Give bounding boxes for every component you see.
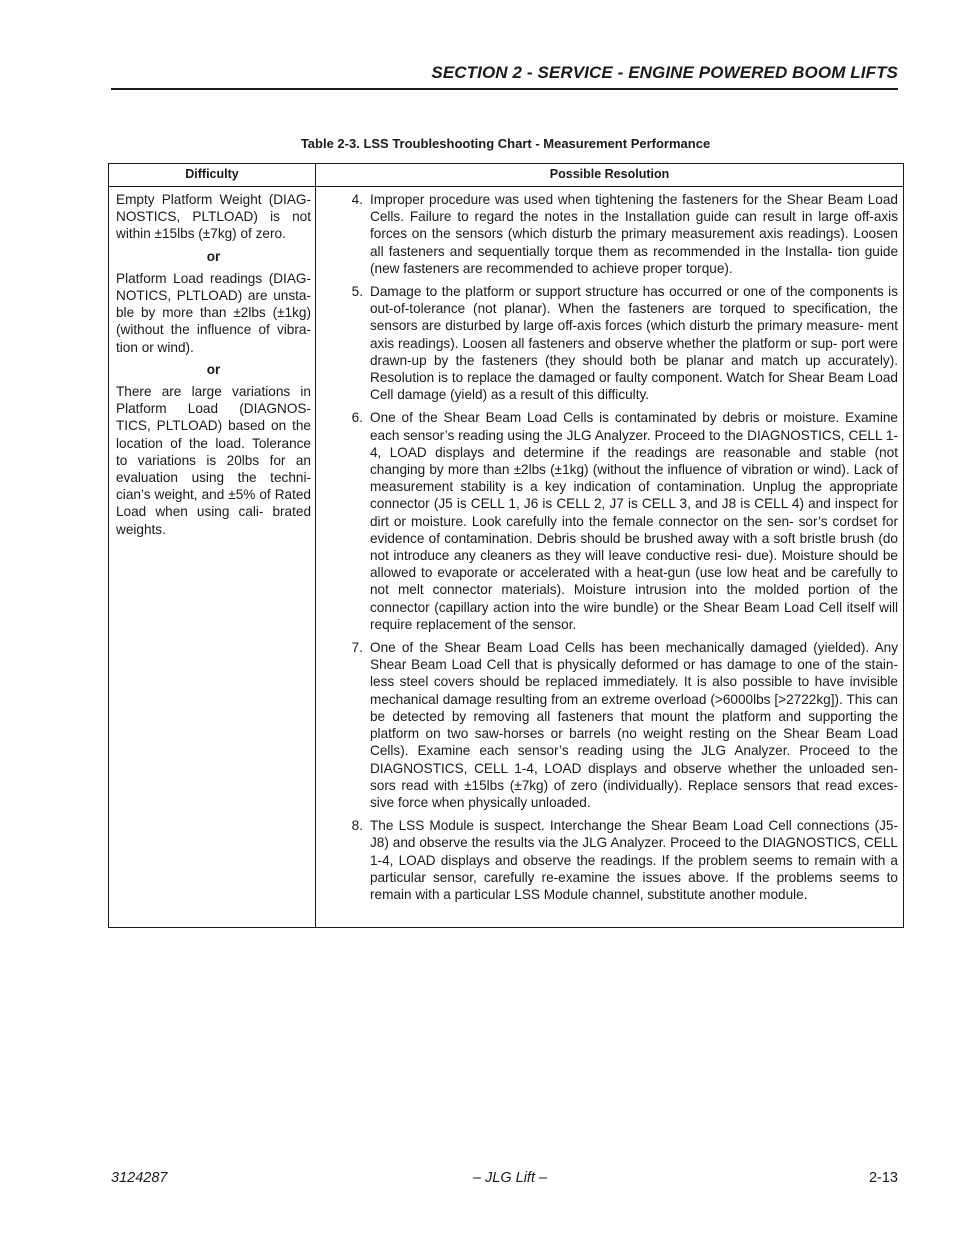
- section-title: SECTION 2 - SERVICE - ENGINE POWERED BOOM LIFTS: [431, 63, 898, 82]
- difficulty-paragraph: There are large variations in Platform Load (DIAGNOS- TICS, PLTLOAD) based on the location of the load. Tolerance to variations is 20lbs for an evaluation using the techni- cian’s weight, and ±5% of Rated Load when using cali- brated weights.: [116, 384, 311, 537]
- difficulty-paragraph: Empty Platform Weight (DIAG- NOSTICS, PLTLOAD) is not within ±15lbs (±7kg) of zero.: [116, 192, 311, 242]
- or-separator: or: [206, 361, 221, 377]
- item-text: One of the Shear Beam Load Cells is contaminated by debris or moisture. Examine each sensor’s reading using the JLG Analyzer. Proceed to the DIAGNOSTICS, CELL 1-4, LOAD displays and determine if the readings are reasonable and stable (not changing by more than ±2lbs (±1kg) (without the influence of vibration or wind). Lack of measurement stability is a key indication of contamination. Unplug the appropriate connector (J5 is CELL 1, J6 is CELL 2, J7 is CELL 3, and J8 is CELL 4) and inspect for dirt or moisture. Look carefully into the female connector on the sen- sor’s cordset for evidence of contamination. Debris should be brushed away with a soft bristle brush (do not introduce any cleaners as they will leave conductive resi- due). Moisture should be allowed to evaporate or accelerated with a heat-gun (use low heat and be carefully to not melt connector materials). Moisture intrusion into the molded portion of the connector (capillary action into the wire bundle) or the Shear Beam Load Cell itself will require replacement of the sensor.: [370, 410, 898, 632]
- item-text: Damage to the platform or support structure has occurred or one of the components is out-of-tolerance (not planar). When the fasteners are torqued to specification, the sensors are disturbed by large off-axis forces (which disturb the primary measure- ment axis readings). Loosen all fasteners and observe whether the platform or sup- port were drawn-up by the fasteners (they should both be planar and match up accurately). Resolution is to replace the damaged or faulty component. Watch for Shear Beam Load Cell damage (yield) as a result of this difficulty.: [370, 284, 898, 403]
- item-text: The LSS Module is suspect. Interchange the Shear Beam Load Cell connections (J5- J8) and observe the results via the JLG Analyzer. Proceed to the DIAGNOSTICS, CELL 1-4, LOAD displays and observe the readings. If the problem seems to remain with a particular sensor, carefully re-examine the issues above. If the problems seems to remain with a particular LSS Module channel, substitute another module.: [370, 818, 898, 902]
- item-number: 6.: [351, 410, 363, 426]
- resolution-item: [316, 283, 898, 403]
- difficulty-cell: [109, 187, 316, 928]
- item-number: 4.: [351, 192, 363, 207]
- document-number: 3124287: [111, 1170, 168, 1186]
- item-text: One of the Shear Beam Load Cells has been mechanically damaged (yielded). Any Shear Beam Load Cell that is physically deformed or has damage to one of the stain- less steel covers should be replaced immediately. It is also possible to have invisible mechanical damage resulting from an extreme overload (>6000lbs [>2722kg]). This can be detected by removing all fasteners that mount the platform and supporting the platform on two saw-horses or barrels (no weight resting on the Shear Beam Load Cells). Examine each sensor’s reading using the JLG Analyzer. Proceed to the DIAGNOSTICS, CELL 1-4, LOAD displays and observe whether the unloaded sen- sors read with ±15lbs (±7kg) of zero (individually). Replace sensors that read exces- sive force when physically unloaded.: [370, 640, 898, 810]
- item-number: 7.: [351, 640, 363, 656]
- page-number: 2-13: [868, 1170, 898, 1186]
- table-row: [109, 187, 904, 928]
- resolution-item: [316, 639, 898, 811]
- table-caption: Table 2-3. LSS Troubleshooting Chart - Measurement Performance: [300, 136, 711, 151]
- or-separator: or: [206, 248, 221, 264]
- footer-brand: – JLG Lift –: [472, 1170, 548, 1186]
- resolution-cell: [316, 187, 904, 928]
- header-divider: [111, 88, 898, 90]
- item-text: Improper procedure was used when tightening the fasteners for the Shear Beam Load Cells. Failure to regard the notes in the Installation guide can result in large off-axis forces on the sensors (which disturb the primary measurement axis readings). Loosen all fasteners and sequentially torque them as recommended in the Installa- tion guide (new fasteners are recommended to achieve proper torque).: [370, 192, 898, 276]
- column-header-difficulty: Difficulty: [109, 164, 316, 187]
- difficulty-paragraph: Platform Load readings (DIAG- NOTICS, PLTLOAD) are unsta- ble by more than ±2lbs (±1kg) (without the influence of vibra- tion or wind).: [116, 270, 311, 355]
- resolution-item: [316, 817, 898, 903]
- resolution-item: [316, 409, 898, 633]
- resolution-item: [316, 191, 898, 277]
- item-number: 8.: [351, 818, 363, 834]
- item-number: 5.: [351, 284, 363, 300]
- troubleshooting-table: [108, 163, 904, 928]
- table-header-row: [109, 164, 904, 187]
- column-header-resolution: Possible Resolution: [316, 164, 904, 187]
